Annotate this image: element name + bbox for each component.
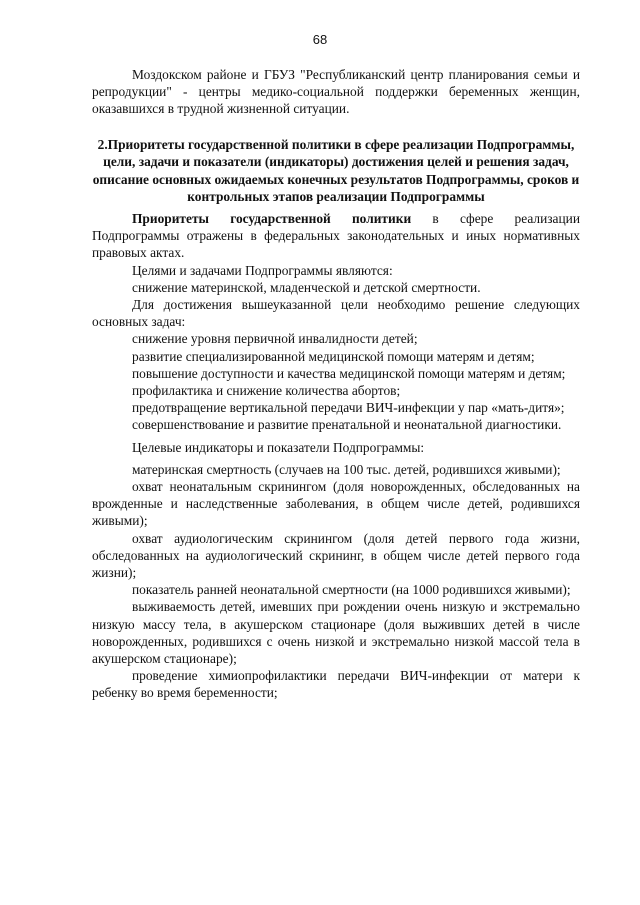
page-number: 68 bbox=[312, 32, 328, 47]
task-item: совершенствование и развитие пренатальной и неонатальной диагностики. bbox=[132, 417, 562, 433]
intro-paragraph: Моздокском районе и ГБУЗ "Республиканский центр планирования семьи и репродукции" - центры медико-социальной поддержки беременных женщин, оказавшихся в трудной жизненной ситуации. bbox=[92, 67, 580, 117]
priorities-bold-phrase: Приоритеты государственной политики bbox=[132, 210, 412, 226]
indicator-item: проведение химиопрофилактики передачи ВИЧ-инфекции от матери к ребенку во время беременности; bbox=[92, 668, 580, 701]
task-item: предотвращение вертикальной передачи ВИЧ-инфекции у пар «мать-дитя»; bbox=[132, 400, 565, 416]
document-body bbox=[92, 66, 580, 702]
indicator-item: показатель ранней неонатальной смертности (на 1000 родившихся живыми); bbox=[132, 582, 571, 598]
task-item: развитие специализированной медицинской помощи матерям и детям; bbox=[132, 348, 535, 364]
indicator-item: выживаемость детей, имевших при рождении очень низкую и экстремально низкую массу тела, в акушерском стационаре (доля выживших детей в числе новорожденных, родившихся с очень низкой и экстремально низкой массой тела в акушерском стационаре); bbox=[92, 599, 580, 667]
indicator-item: материнская смертность (случаев на 100 тыс. детей, родившихся живыми); bbox=[132, 461, 561, 477]
priorities-paragraph bbox=[92, 210, 580, 262]
task-item: повышение доступности и качества медицинской помощи матерям и детям; bbox=[132, 365, 566, 381]
indicator-item: охват неонатальным скринингом (доля новорожденных, обследованных на врожденные и наследственные заболевания, в общем числе детей, родившихся живыми); bbox=[92, 479, 580, 529]
tasks-intro: Для достижения вышеуказанной цели необходимо решение следующих основных задач: bbox=[92, 297, 580, 330]
goals-intro: Целями и задачами Подпрограммы являются: bbox=[132, 262, 393, 278]
task-item: снижение уровня первичной инвалидности детей; bbox=[132, 331, 418, 347]
indicators-intro: Целевые индикаторы и показатели Подпрограммы: bbox=[132, 439, 425, 455]
task-item: профилактика и снижение количества абортов; bbox=[132, 383, 401, 399]
priorities-text: в сфере реализации Подпрограммы отражены в федеральных законодательных и иных нормативных правовых актах. bbox=[92, 210, 580, 261]
section-title: 2.Приоритеты государственной политики в сфере реализации Подпрограммы, цели, задачи и показатели (индикаторы) достижения целей и решения задач, описание основных ожидаемых конечных результатов Подпрограммы, сроков и контрольных этапов реализации Подпрограммы bbox=[92, 136, 580, 205]
indicator-item: охват аудиологическим скринингом (доля детей первого года жизни, обследованных на аудиологический скрининг, в общем числе детей первого года жизни); bbox=[92, 530, 580, 581]
goal-item: снижение материнской, младенческой и детской смертности. bbox=[132, 279, 481, 295]
